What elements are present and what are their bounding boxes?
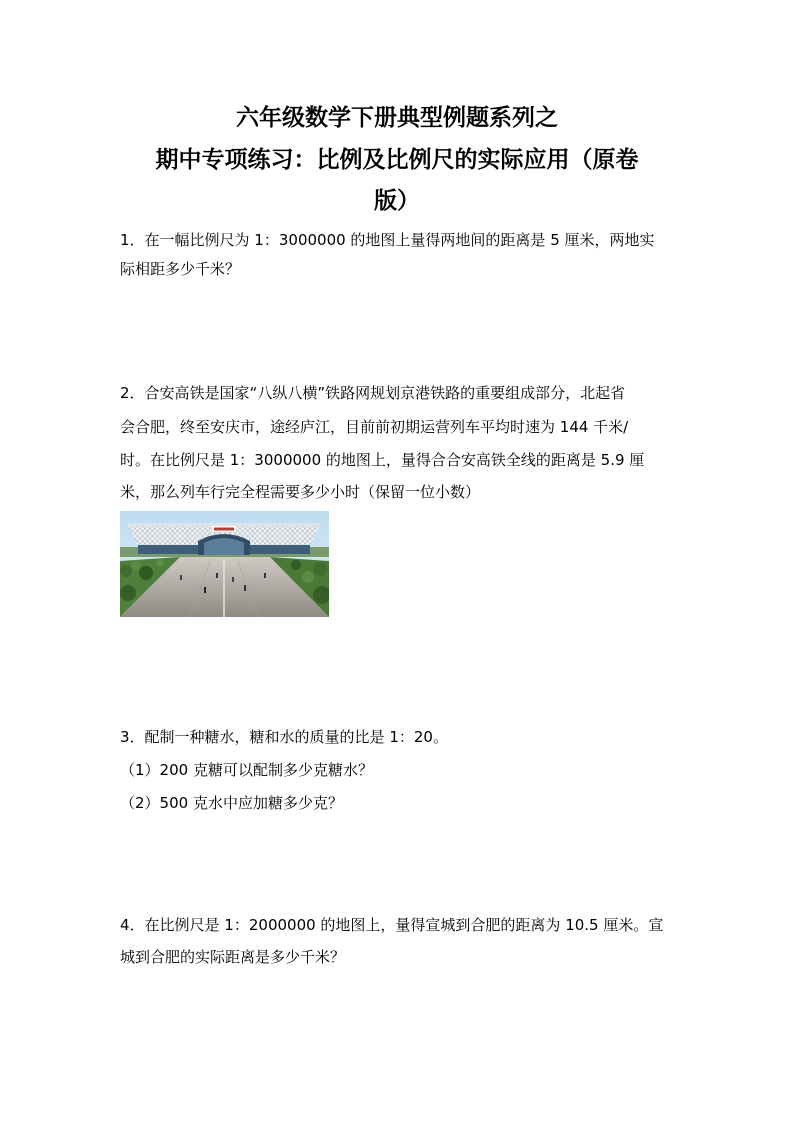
question-3-part-2: （2）500 克水中应加糖多少克？ bbox=[120, 794, 343, 812]
question-1-line-1: 1．在一幅比例尺为 1：3000000 的地图上量得两地间的距离是 5 厘米，两地实 bbox=[120, 231, 655, 249]
page-title-line-2: 期中专项练习：比例及比例尺的实际应用（原卷 bbox=[155, 147, 639, 173]
page-title-line-3: 版） bbox=[374, 188, 420, 214]
question-2-line-1: 2．合安高铁是国家“八纵八横”铁路网规划京港铁路的重要组成部分，北起省 bbox=[120, 384, 626, 402]
question-2-line-3: 时。在比例尺是 1：3000000 的地图上，量得合合安高铁全线的距离是 5.9 厘 bbox=[120, 451, 645, 469]
question-2-line-4: 米，那么列车行完全程需要多少小时（保留一位小数） bbox=[120, 483, 481, 501]
question-3-line-1: 3．配制一种糖水，糖和水的质量的比是 1：20。 bbox=[120, 728, 448, 746]
question-4-line-2: 城到合肥的实际距离是多少千米？ bbox=[120, 948, 346, 966]
railway-station-photo bbox=[120, 511, 329, 617]
question-1-line-2: 际相距多少千米？ bbox=[120, 260, 241, 278]
page-title-line-1: 六年级数学下册典型例题系列之 bbox=[236, 105, 558, 131]
question-2-line-2: 会合肥，终至安庆市，途经庐江，目前前初期运营列车平均时速为 144 千米/ bbox=[120, 418, 629, 436]
question-3-part-1: （1）200 克糖可以配制多少克糖水？ bbox=[120, 761, 373, 779]
question-4-line-1: 4．在比例尺是 1：2000000 的地图上，量得宣城到合肥的距离为 10.5 厘米。宣 bbox=[120, 916, 664, 934]
